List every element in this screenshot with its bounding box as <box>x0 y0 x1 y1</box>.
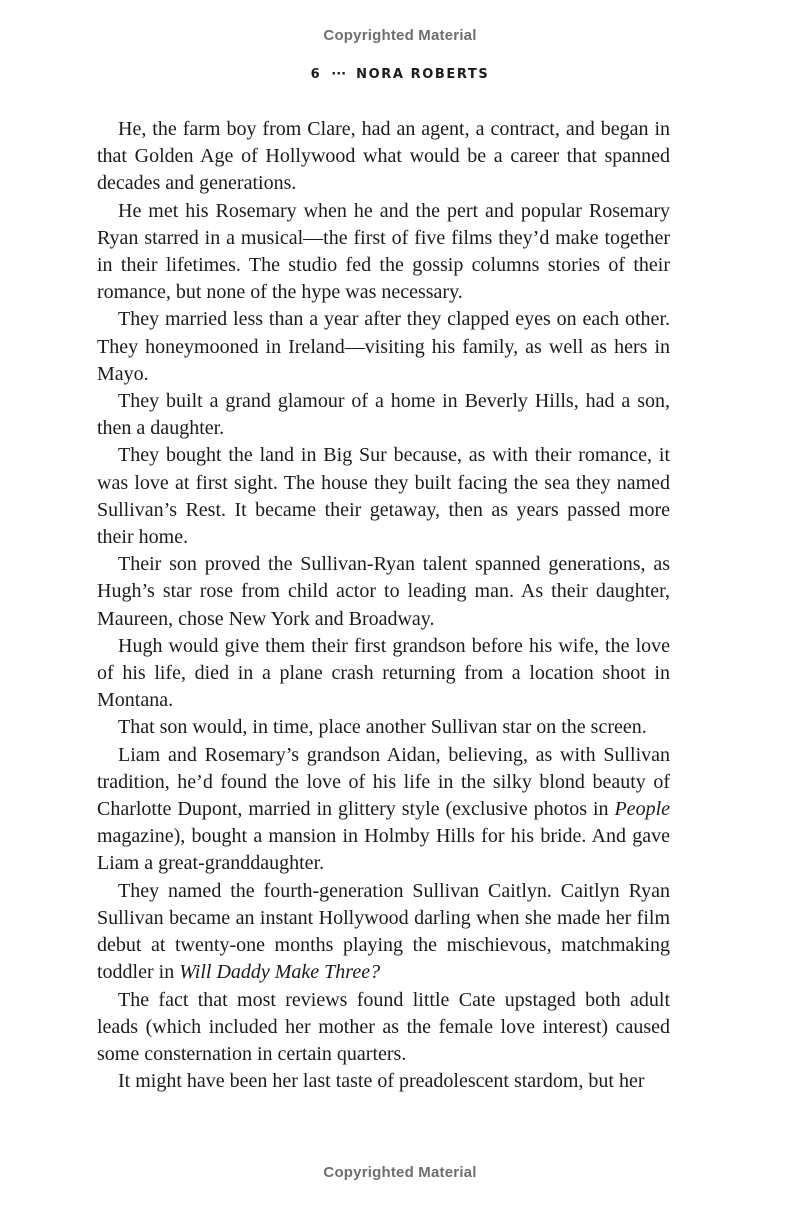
paragraph-text: They named the fourth-generation Sullivan Caitlyn. Caitlyn Ryan Sullivan became an instant Hollywood darling when she made her film debut at twenty-one months playing the mischievous, matchmaking toddler in <box>97 879 670 984</box>
paragraph: That son would, in time, place another Sullivan star on the screen. <box>118 716 647 739</box>
magazine-title: People <box>614 798 670 821</box>
paragraph: It might have been her last taste of preadolescent stardom, but her <box>118 1070 645 1093</box>
paragraph-text: Liam and Rosemary’s grandson Aidan, believing, as with Sullivan tradition, he’d found the love of his life in the silky blond beauty of Charlotte Dupont, married in glittery style (exclusive photos in <box>97 743 670 821</box>
paragraph: Hugh would give them their first grandson before his wife, the love of his life, died in a plane crash returning from a location shoot in Montana. <box>97 634 670 712</box>
paragraph: They married less than a year after they clapped eyes on each other. They honeymooned in Ireland—visiting his family, as well as hers in Mayo. <box>97 308 670 385</box>
paragraph: Their son proved the Sullivan-Ryan talent spanned generations, as Hugh’s star rose from child actor to leading man. As their daughter, Maureen, chose New York and Broadway. <box>97 553 670 630</box>
paragraph: He, the farm boy from Clare, had an agent, a contract, and began in that Golden Age of Hollywood what would be a career that spanned decades and generations. <box>97 118 670 195</box>
paragraph <box>97 742 670 878</box>
page-number: 6 <box>310 67 322 82</box>
film-title: Will Daddy Make Three? <box>179 961 381 984</box>
running-head <box>0 67 800 82</box>
body-text <box>97 116 670 1095</box>
paragraph <box>97 878 670 987</box>
copyright-watermark-bottom: Copyrighted Material <box>323 1164 477 1181</box>
paragraph: He met his Rosemary when he and the pert and popular Rosemary Ryan starred in a musical—the first of five films they’d make together in their lifetimes. The studio fed the gossip columns stories of their romance, but none of the hype was necessary. <box>97 199 670 304</box>
paragraph-text: magazine), bought a mansion in Holmby Hills for his bride. And gave Liam a great-granddaughter. <box>97 825 670 875</box>
copyright-watermark-top: Copyrighted Material <box>323 27 477 44</box>
author-name: NORA ROBERTS <box>356 67 490 82</box>
paragraph: They bought the land in Big Sur because, as with their romance, it was love at first sight. The house they built facing the sea they named Sullivan’s Rest. It became their getaway, then as years passed more their home. <box>97 444 670 549</box>
running-head-separator: ··· <box>331 67 347 82</box>
paragraph: The fact that most reviews found little Cate upstaged both adult leads (which included her mother as the female love interest) caused some consternation in certain quarters. <box>97 988 670 1065</box>
paragraph: They built a grand glamour of a home in Beverly Hills, had a son, then a daughter. <box>97 390 670 440</box>
